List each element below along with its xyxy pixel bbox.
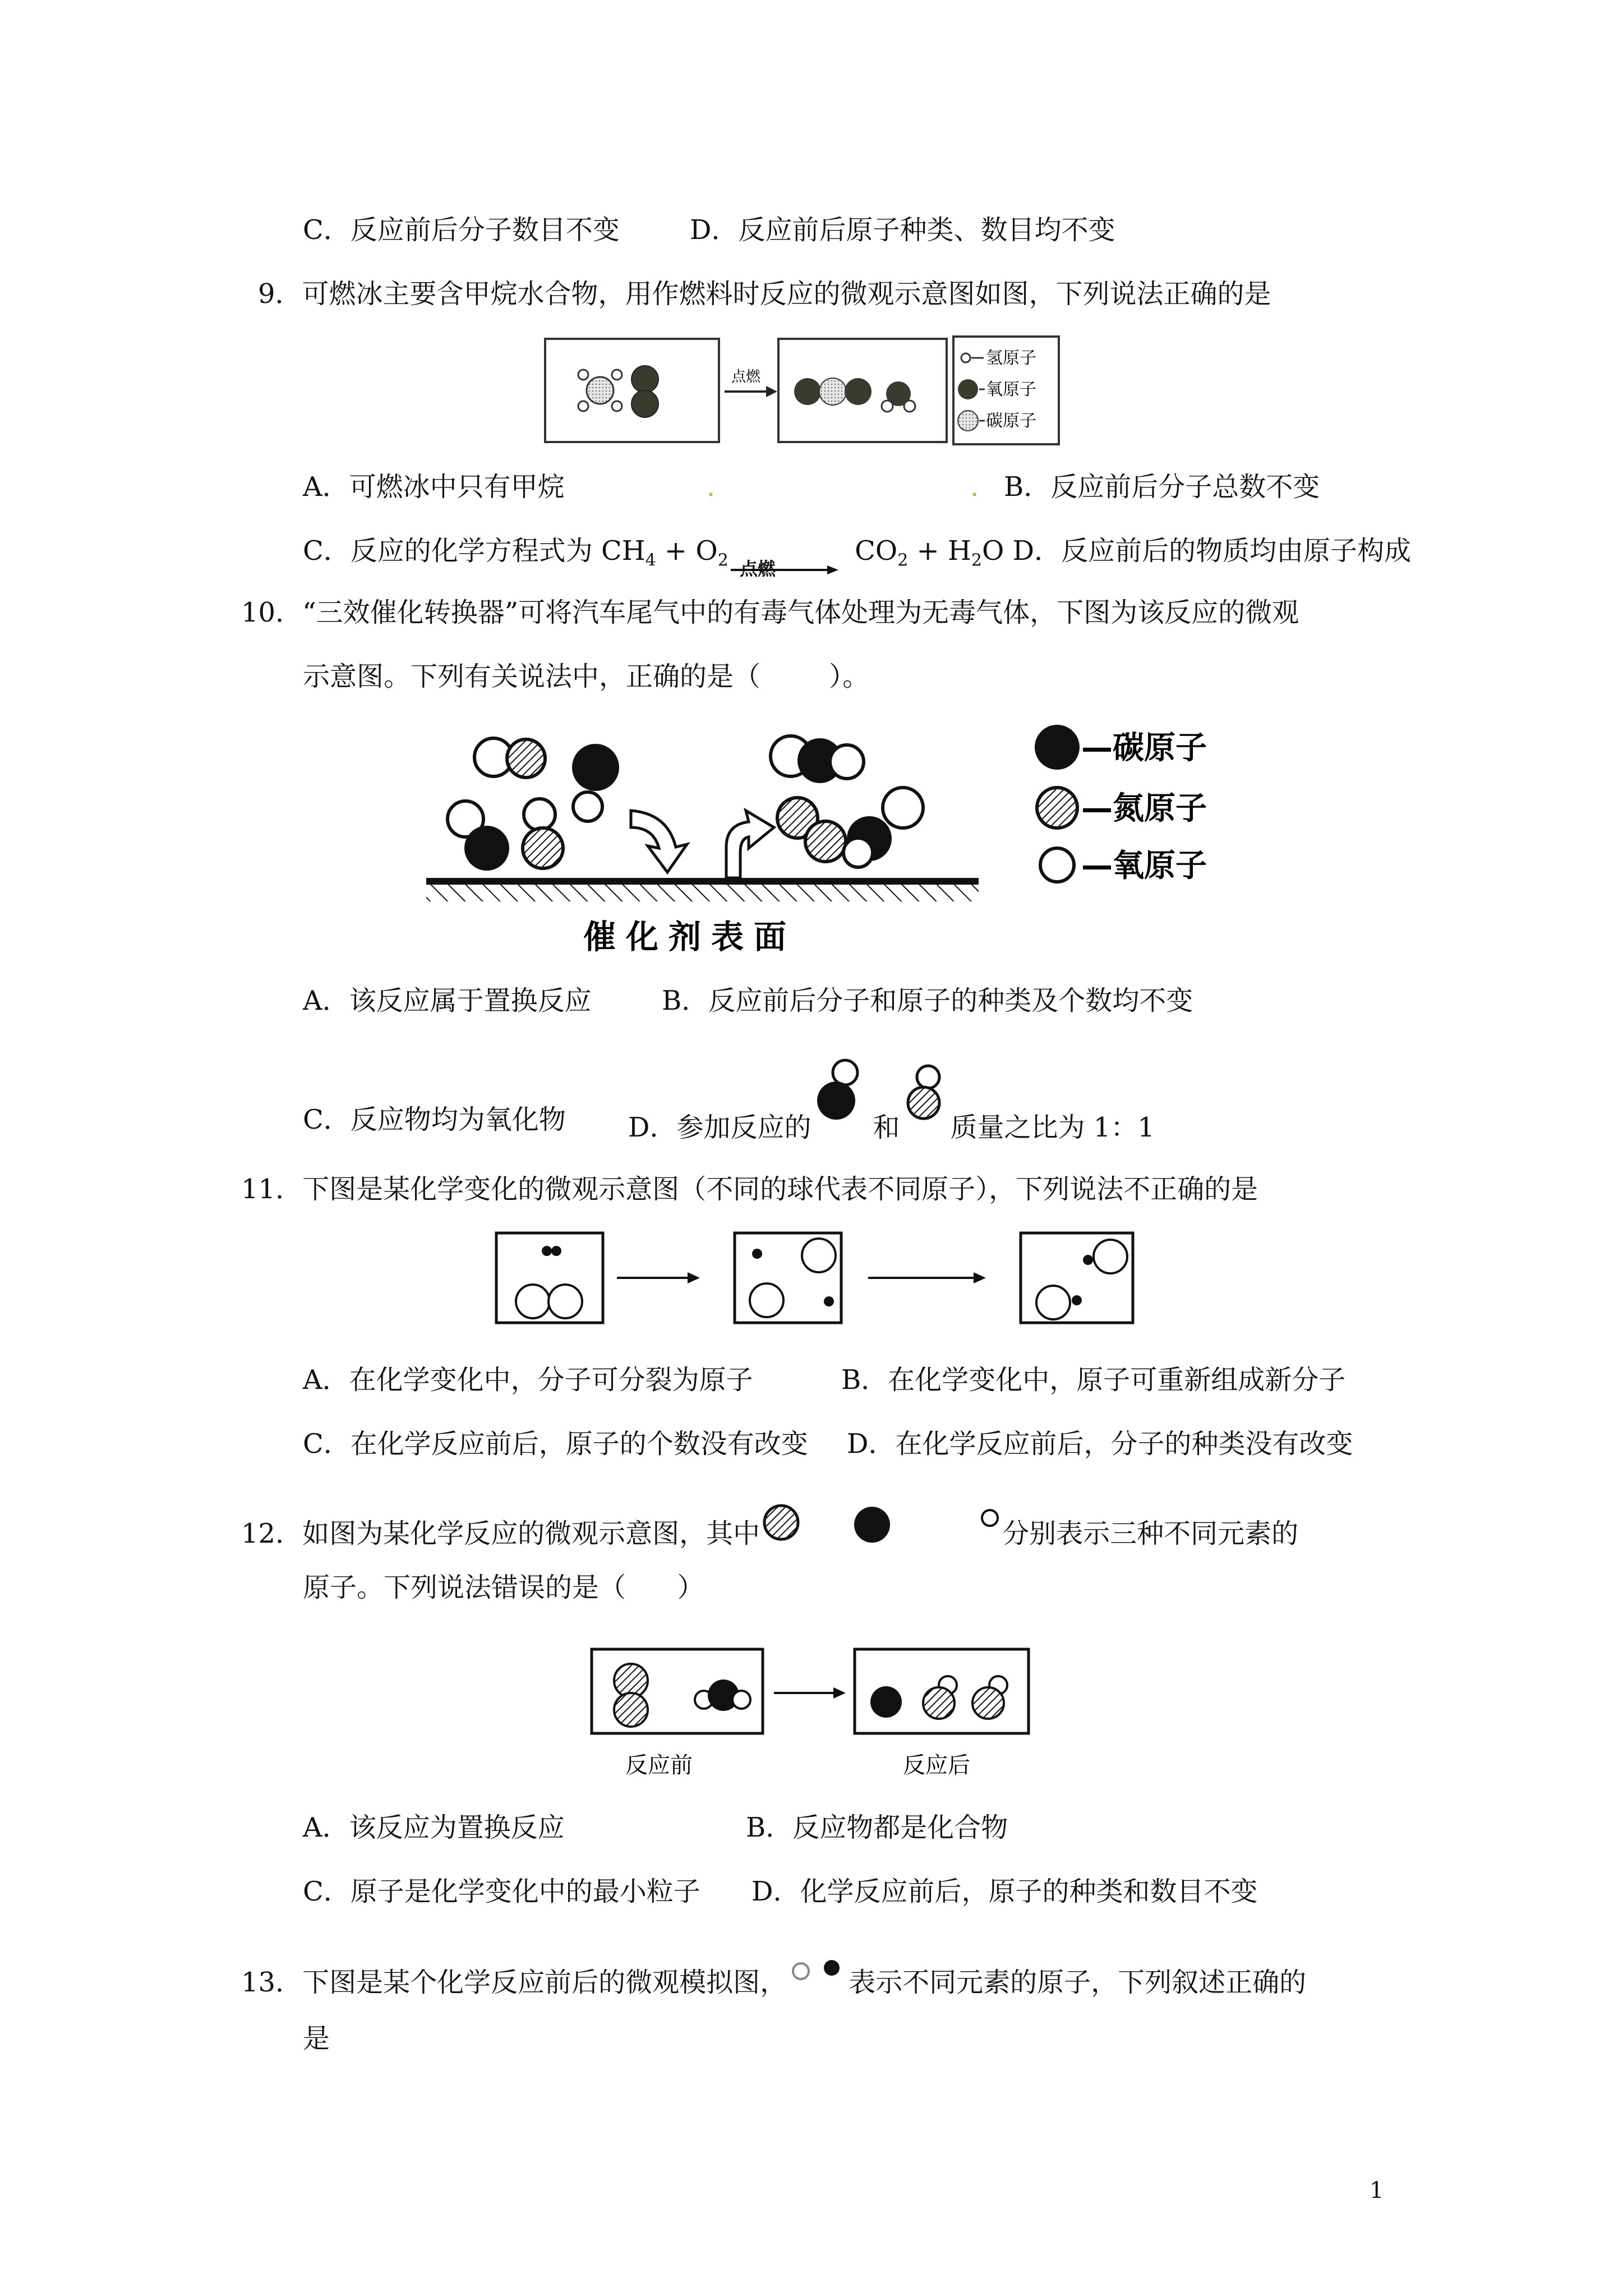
q12-option-b: B．反应物都是化合物 bbox=[746, 1812, 1008, 1843]
q10-stem-line1: 10．“三效催化转换器”可将汽车尾气中的有毒气体处理为无毒气体，下图为该反应的微观 bbox=[241, 597, 1299, 628]
q10-surface-label: 催化剂表面 bbox=[583, 918, 797, 956]
q10-stem-line2: 示意图。下列有关说法中，正确的是（ ）。 bbox=[303, 661, 870, 692]
q12-option-c: C．原子是化学变化中的最小粒子 bbox=[303, 1876, 700, 1907]
hatched-atom-icon bbox=[760, 1500, 805, 1545]
q11-option-b: B．在化学变化中，原子可重新组成新分子 bbox=[841, 1364, 1346, 1396]
q9-legend-oxygen: 氧原子 bbox=[986, 380, 1036, 399]
q12-label-before: 反应前 bbox=[625, 1752, 693, 1778]
q8-option-c: C．反应前后分子数目不变 bbox=[303, 214, 620, 246]
q9-option-c-equation: C．反应的化学方程式为 $CH_4 + O_2$ 点燃 $CO_2 + H_2O$ D．反应前后的物质均由原子构成 bbox=[303, 534, 1411, 578]
q10-option-b: B．反应前后分子和原子的种类及个数均不变 bbox=[662, 985, 1193, 1016]
q11-reaction-diagram bbox=[494, 1228, 1144, 1329]
atom-pair-icon bbox=[787, 1958, 849, 1986]
q9-arrow-label: 点燃 bbox=[731, 369, 761, 385]
q9-stem: 9．可燃冰主要含甲烷水合物，用作燃料时反应的微观示意图如图，下列说法正确的是 bbox=[258, 278, 1271, 310]
q12-option-a: A．该反应为置换反应 bbox=[303, 1812, 565, 1843]
q12-label-after: 反应后 bbox=[903, 1752, 970, 1778]
q8-option-d: D．反应前后原子种类、数目均不变 bbox=[690, 214, 1115, 246]
q10-option-d: D．参加反应的 和 质量之比为 1：1 bbox=[628, 1103, 1155, 1144]
q11-stem: 11．下图是某化学变化的微观示意图（不同的球代表不同原子），下列说法不正确的是 bbox=[241, 1174, 1258, 1205]
q9-legend-carbon: 碳原子 bbox=[986, 411, 1036, 431]
no-molecule-icon bbox=[900, 1064, 951, 1125]
q12-reaction-diagram bbox=[589, 1644, 1038, 1784]
black-atom-icon bbox=[850, 1502, 895, 1547]
q9-reaction-diagram bbox=[544, 335, 1060, 448]
q10-legend-oxygen: —氧原子 bbox=[1081, 848, 1207, 884]
q9-legend-hydrogen: 氢原子 bbox=[986, 348, 1036, 368]
q13-stem-line2: 是 bbox=[303, 2023, 330, 2054]
q9-option-a: A．可燃冰中只有甲烷 bbox=[303, 471, 565, 503]
q9-eq-arrow bbox=[728, 562, 841, 579]
white-atom-icon bbox=[979, 1507, 1002, 1530]
q9-option-b: B．反应前后分子总数不变 bbox=[1004, 471, 1320, 503]
page-number: 1 bbox=[1370, 2178, 1384, 2203]
q11-option-a: A．在化学变化中，分子可分裂为原子 bbox=[303, 1364, 753, 1396]
carbon-atom bbox=[587, 377, 614, 404]
q12-option-d: D．化学反应前后，原子的种类和数目不变 bbox=[751, 1876, 1258, 1907]
q12-stem-line2: 原子。下列说法错误的是（ ） bbox=[303, 1572, 704, 1603]
q9-eq-arrow-label: 点燃 bbox=[739, 558, 776, 579]
q12-stem-line1: 12．如图为某化学反应的微观示意图，其中 分别表示三种不同元素的 bbox=[241, 1509, 1298, 1550]
q10-option-a: A．该反应属于置换反应 bbox=[303, 985, 592, 1016]
q13-stem-line1: 13．下图是某个化学反应前后的微观模拟图， 表示不同元素的原子，下列叙述正确的 bbox=[241, 1958, 1306, 1999]
q11-option-d: D．在化学反应前后，分子的种类没有改变 bbox=[847, 1428, 1353, 1460]
q10-legend-nitrogen: —氮原子 bbox=[1081, 790, 1207, 827]
q10-option-c: C．反应物均为氧化物 bbox=[303, 1104, 566, 1135]
q11-option-c: C．在化学反应前后，原子的个数没有改变 bbox=[303, 1428, 808, 1460]
co-molecule-icon bbox=[811, 1058, 868, 1125]
q10-catalyst-diagram bbox=[421, 718, 1234, 965]
q10-legend-carbon: —碳原子 bbox=[1081, 730, 1207, 766]
